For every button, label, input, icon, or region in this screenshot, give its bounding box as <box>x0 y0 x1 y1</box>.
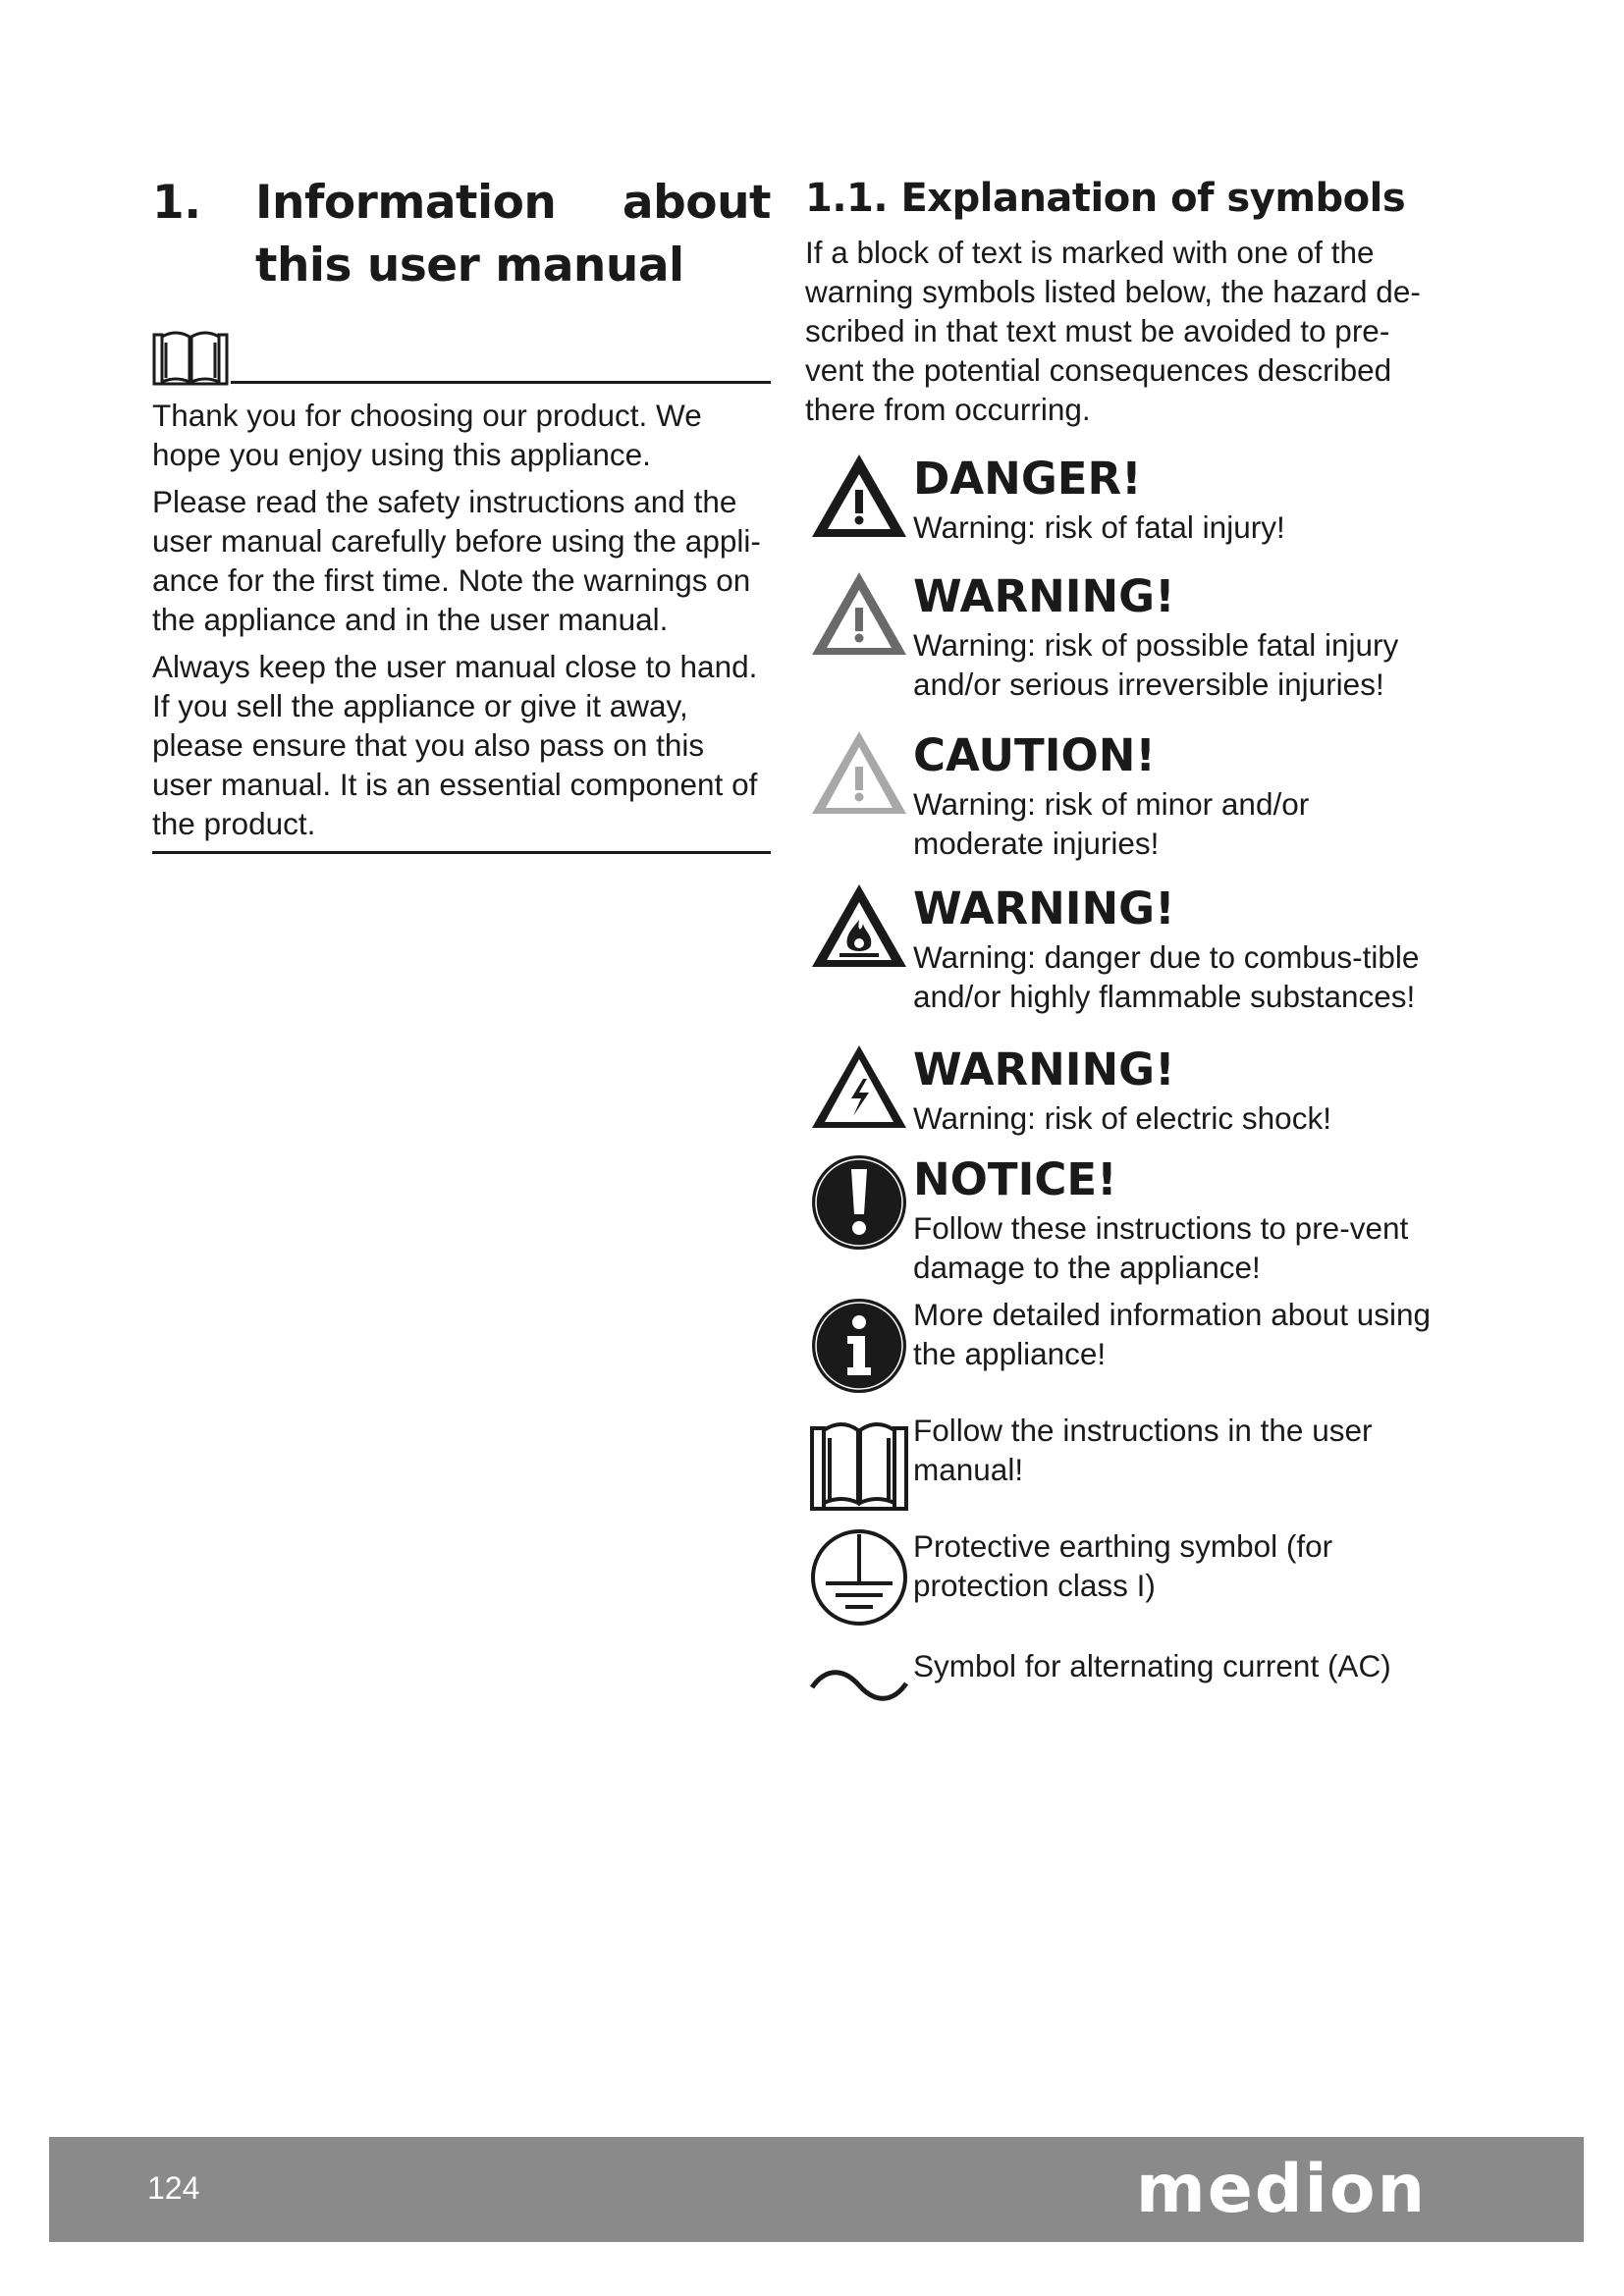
safety-paragraph: Please read the safety instructions and the user manual carefully before using the appli-ance for the first time. Note the warnings on the appliance and in the user manual. <box>152 484 761 637</box>
caution-triangle-icon <box>808 727 910 818</box>
section-end-rule <box>152 851 771 854</box>
thanks-paragraph: Thank you for choosing our product. We hope you enjoy using this appliance. <box>152 398 702 472</box>
heading-line-2: this user manual <box>255 239 684 293</box>
symbol-description: Warning: risk of fatal injury! <box>913 509 1285 545</box>
section-symbols <box>805 172 1434 1725</box>
symbol-danger <box>805 451 1434 555</box>
brand-logo: medion <box>1135 2151 1427 2228</box>
notice-icon <box>808 1151 910 1254</box>
symbol-title: WARNING! <box>913 570 1175 622</box>
symbol-description: Follow the instructions in the user manual! <box>913 1413 1373 1487</box>
danger-triangle-icon <box>808 451 910 541</box>
symbol-description: Warning: danger due to combus-tible and/or highly flammable substances! <box>913 939 1420 1014</box>
symbol-title: WARNING! <box>913 1043 1175 1095</box>
earth-icon <box>808 1526 910 1629</box>
symbol-title: DANGER! <box>913 453 1142 505</box>
symbol-description: Follow these instructions to pre-vent damage to the appliance! <box>913 1210 1409 1285</box>
symbol-earth <box>805 1526 1434 1629</box>
section-information <box>152 172 771 854</box>
symbols-intro: If a block of text is marked with one of the warning symbols listed below, the hazard de-scribed in that text must be avoided to pre-vent the potential consequences described there from occurring. <box>805 235 1421 427</box>
symbol-ac <box>805 1646 1434 1725</box>
page-number: 124 <box>147 2170 200 2206</box>
fire-warning-icon <box>808 881 910 971</box>
warning-triangle-icon <box>808 568 910 659</box>
symbol-description: Warning: risk of possible fatal injury and/or serious irreversible injuries! <box>913 627 1399 702</box>
symbol-title: CAUTION! <box>913 729 1156 781</box>
symbol-info <box>805 1295 1434 1397</box>
book-icon <box>808 1411 910 1513</box>
symbol-description: More detailed information about using the appliance! <box>913 1297 1432 1371</box>
manual-book-rule <box>152 327 771 386</box>
symbol-manual <box>805 1411 1434 1513</box>
symbol-notice <box>805 1151 1434 1295</box>
symbol-electric-shock <box>805 1041 1434 1146</box>
info-icon <box>808 1295 910 1397</box>
symbol-description: Warning: risk of minor and/or moderate injuries! <box>913 786 1310 861</box>
keep-manual-paragraph: Always keep the user manual close to hand. If you sell the appliance or give it away, please ensure that you also pass on this user manual. It is an essential component of the product. <box>152 649 758 841</box>
symbol-caution <box>805 727 1434 871</box>
book-icon <box>152 327 229 386</box>
section-1-1-heading: 1.1. Explanation of symbols <box>805 176 1406 221</box>
section-number: 1. <box>152 176 201 230</box>
symbol-description: Warning: risk of electric shock! <box>913 1100 1331 1136</box>
symbol-fire-warning <box>805 881 1434 1024</box>
section-1-heading <box>152 172 771 297</box>
symbol-warning <box>805 568 1434 712</box>
electric-shock-icon <box>808 1041 910 1132</box>
symbol-description: Symbol for alternating current (AC) <box>913 1648 1391 1683</box>
page-footer <box>49 2137 1584 2242</box>
symbol-title: NOTICE! <box>913 1153 1117 1205</box>
heading-word-about: about <box>622 176 771 230</box>
ac-icon <box>808 1666 910 1705</box>
symbol-title: WARNING! <box>913 882 1175 934</box>
heading-word-information: Information <box>255 176 557 230</box>
symbol-description: Protective earthing symbol (for protection class I) <box>913 1528 1333 1603</box>
